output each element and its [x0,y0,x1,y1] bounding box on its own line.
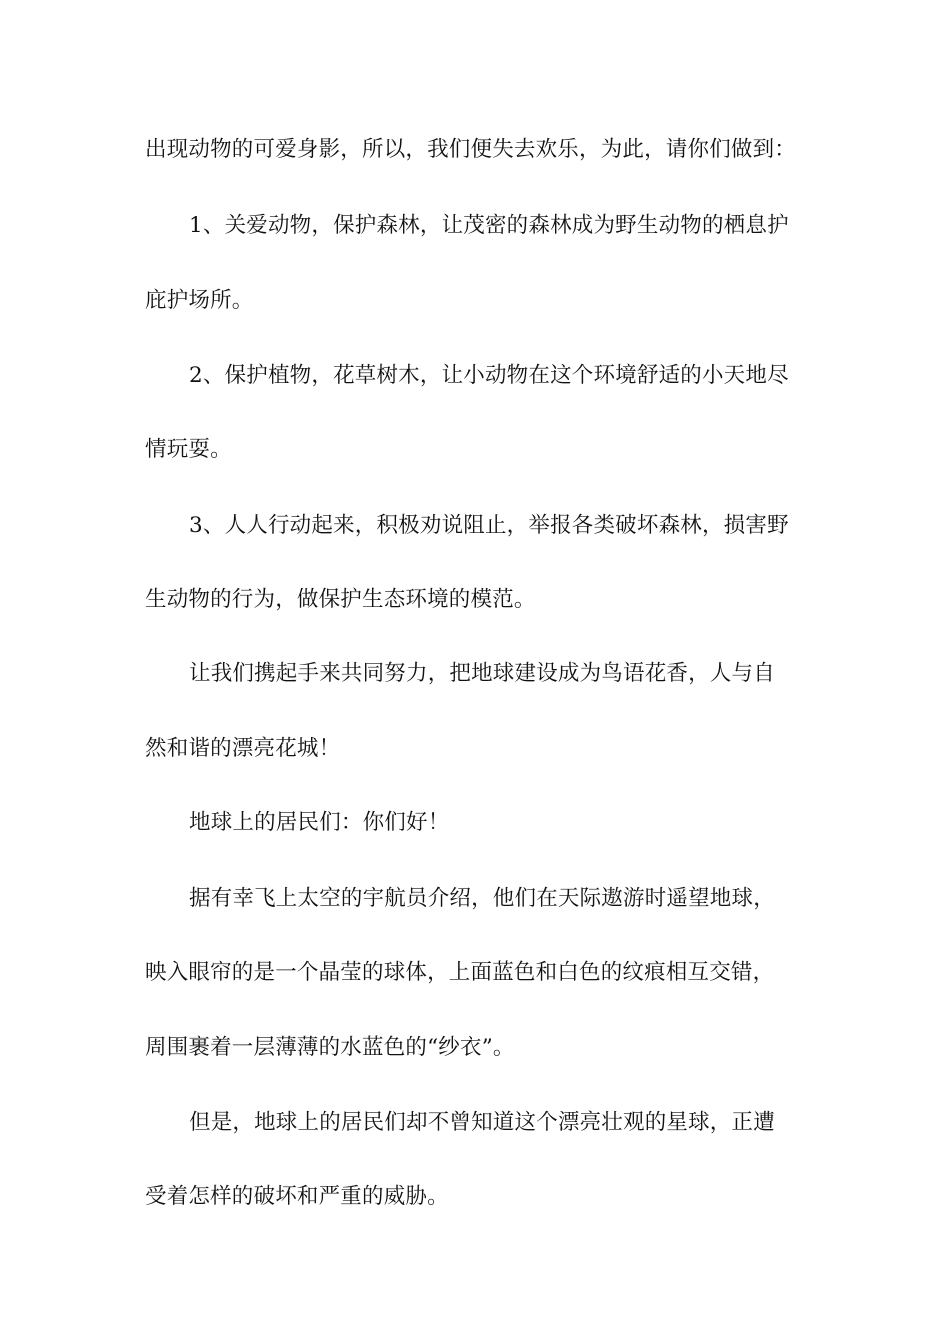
text-line: 但是，地球上的居民们却不曾知道这个漂亮壮观的星球，正遭 [189,1110,775,1135]
text-line: 1、关爱动物，保护森林，让茂密的森林成为野生动物的栖息护 [189,213,789,238]
text-line: 映入眼帘的是一个晶莹的球体，上面蓝色和白色的纹痕相互交错， [145,960,775,985]
text-line: 生动物的行为，做保护生态环境的模范。 [145,587,536,612]
text-line: 地球上的居民们：你们好！ [189,810,450,835]
text-line: 受着怎样的破坏和严重的威胁。 [145,1184,449,1209]
text-line: 2、保护植物，花草树木，让小动物在这个环境舒适的小天地尽 [189,363,789,388]
text-line: 庇护场所。 [145,288,254,313]
text-line: 出现动物的可爱身影，所以，我们便失去欢乐，为此，请你们做到： [145,137,797,162]
text-line: 情玩耍。 [145,437,232,462]
text-line: 然和谐的漂亮花城！ [145,736,341,761]
text-line: 周围裹着一层薄薄的水蓝色的“纱衣”。 [145,1035,515,1060]
text-line: 3、人人行动起来，积极劝说阻止，举报各类破坏森林，损害野 [189,513,789,538]
text-line: 据有幸飞上太空的宇航员介绍，他们在天际遨游时遥望地球， [189,886,775,911]
text-line: 让我们携起手来共同努力，把地球建设成为鸟语花香，人与自 [189,661,775,686]
